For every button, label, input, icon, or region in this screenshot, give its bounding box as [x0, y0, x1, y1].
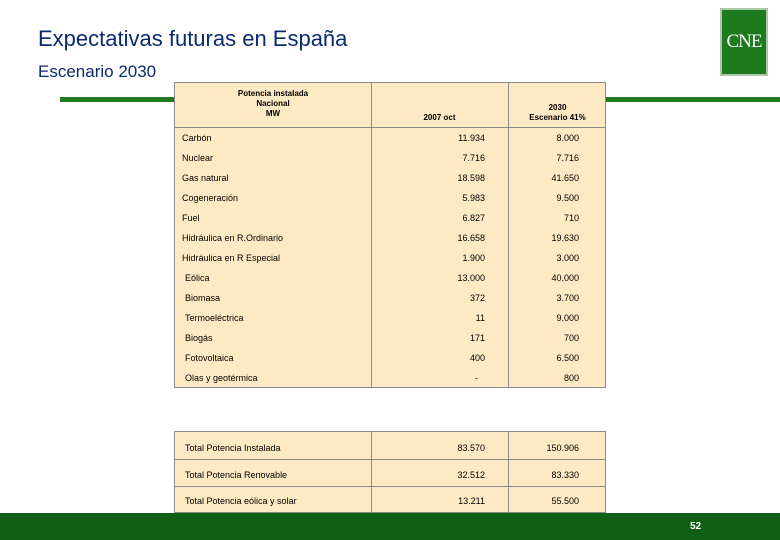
total-2030: 55.500 — [551, 496, 579, 506]
value-2007: 5.983 — [462, 193, 485, 203]
value-2030: 8.000 — [556, 133, 579, 143]
column-divider — [371, 83, 372, 387]
row-label: Eólica — [185, 273, 210, 283]
row-label: Fuel — [182, 213, 200, 223]
value-2007: - — [475, 373, 478, 383]
row-label: Nuclear — [182, 153, 214, 163]
total-label: Total Potencia Instalada — [185, 443, 281, 453]
value-2007: 16.658 — [457, 233, 485, 243]
column-divider — [508, 432, 509, 512]
row-label: Termoeléctrica — [185, 313, 244, 323]
row-label: Hidráulica en R Especial — [182, 253, 281, 263]
slide-title: Expectativas futuras en España — [38, 26, 348, 51]
row-label: Gas natural — [182, 173, 229, 183]
value-2007: 6.827 — [462, 213, 485, 223]
column-divider — [508, 83, 509, 387]
header-potencia: Potencia instalada Nacional MW — [237, 89, 309, 118]
header-2030: 2030 Escenario 41% — [529, 103, 586, 122]
column-divider — [371, 432, 372, 512]
value-2007: 400 — [469, 353, 485, 363]
green-rule-left — [60, 97, 174, 102]
row-label: Cogeneración — [182, 193, 239, 203]
value-2030: 19.630 — [551, 233, 579, 243]
value-2030: 3.700 — [556, 293, 579, 303]
green-rule-right — [606, 97, 780, 102]
value-2030: 9.500 — [556, 193, 579, 203]
row-label: Carbón — [182, 133, 212, 143]
total-2007: 13.211 — [458, 496, 485, 506]
row-divider — [175, 459, 605, 460]
header-2007: 2007 oct — [423, 113, 456, 122]
row-label: Biogás — [185, 333, 213, 343]
value-2030: 9.000 — [556, 313, 579, 323]
value-2030: 6.500 — [556, 353, 579, 363]
page-number: 52 — [690, 521, 702, 532]
value-2007: 11 — [475, 313, 485, 323]
total-label: Total Potencia eólica y solar — [185, 496, 297, 506]
value-2030: 7.716 — [556, 153, 579, 163]
value-2030: 41.650 — [551, 173, 579, 183]
value-2007: 7.716 — [462, 153, 485, 163]
value-2030: 710 — [563, 213, 579, 223]
total-label: Total Potencia Renovable — [185, 470, 288, 480]
value-2007: 372 — [469, 293, 485, 303]
logo-text: CNE — [726, 31, 762, 52]
row-label: Hidráulica en R.Ordinario — [182, 233, 284, 243]
total-2007: 83.570 — [457, 443, 485, 453]
value-2030: 700 — [563, 333, 579, 343]
value-2007: 13.000 — [457, 273, 485, 283]
row-label: Biomasa — [185, 293, 221, 303]
value-2030: 40.000 — [551, 273, 579, 283]
value-2007: 1.900 — [462, 253, 485, 263]
total-2030: 150.906 — [546, 443, 579, 453]
row-divider — [175, 486, 605, 487]
capacity-table — [174, 82, 606, 388]
slide-subtitle: Escenario 2030 — [38, 62, 157, 81]
total-2030: 83.330 — [551, 470, 579, 480]
footer-bar — [0, 513, 780, 540]
value-2030: 3.000 — [556, 253, 579, 263]
total-2007: 32.512 — [457, 470, 485, 480]
row-label: Fotovoltaica — [185, 353, 234, 363]
value-2007: 18.598 — [457, 173, 485, 183]
cne-logo — [720, 8, 768, 76]
value-2007: 11.934 — [458, 133, 485, 143]
totals-table — [174, 431, 606, 513]
header-divider — [175, 127, 605, 128]
value-2007: 171 — [469, 333, 485, 343]
row-label: Olas y geotérmica — [185, 373, 258, 383]
value-2030: 800 — [563, 373, 579, 383]
